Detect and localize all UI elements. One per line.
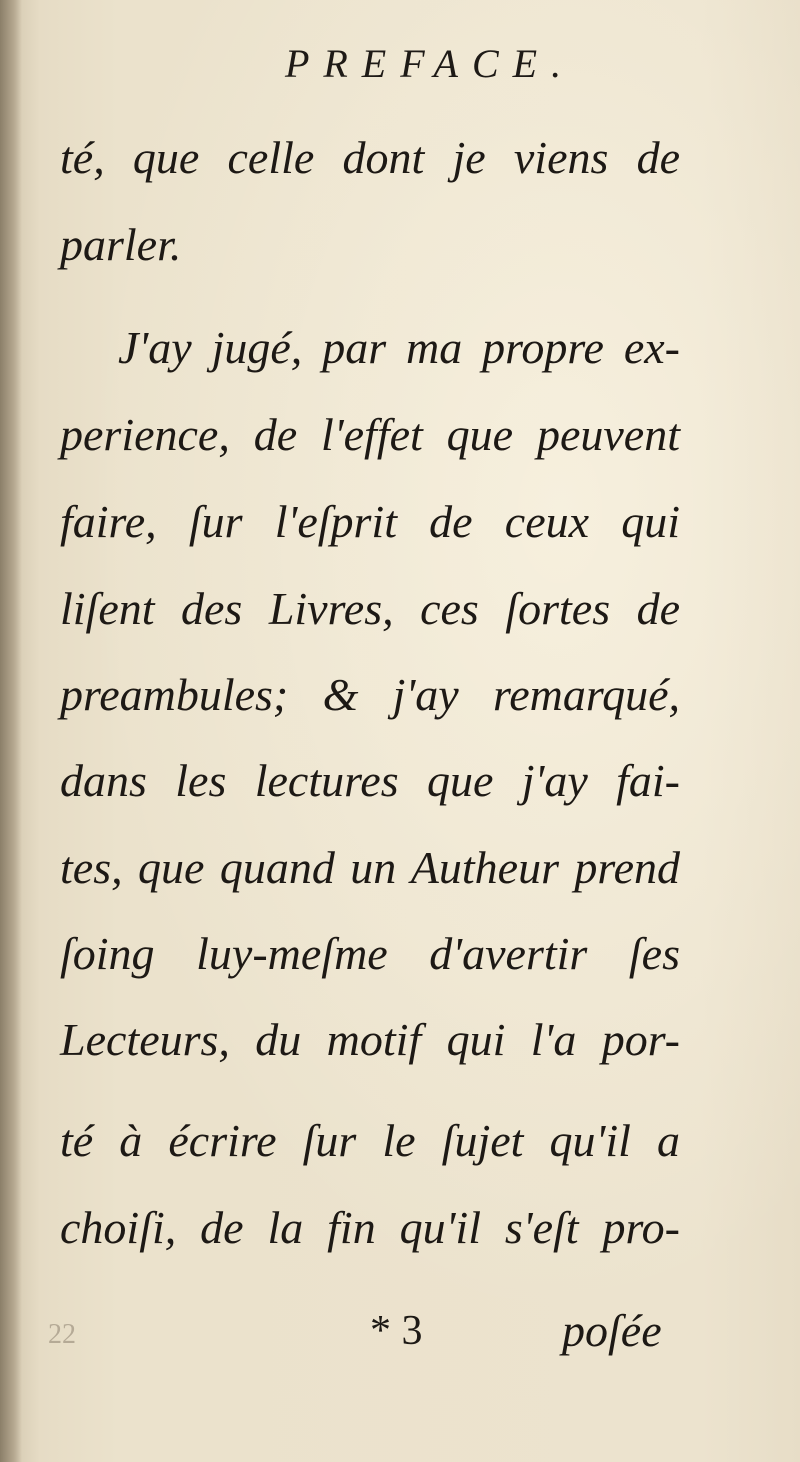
text-line-1: té, que celle dont je viens de	[60, 132, 680, 183]
text-line-9: tes, que quand un Autheur prend	[60, 842, 680, 893]
running-header: PREFACE.	[284, 41, 576, 86]
text-line-11: Lecteurs, du motif qui l'a por-	[60, 1014, 680, 1065]
text-line-3: J'ay jugé, par ma propre ex-	[118, 322, 680, 373]
page-gutter-shadow	[0, 0, 22, 1462]
text-line-6: liſent des Livres, ces ſortes de	[60, 583, 680, 634]
text-line-10: ſoing luy-meſme d'avertir ſes	[60, 928, 680, 979]
text-line-5: faire, ſur l'eſprit de ceux qui	[60, 496, 680, 547]
signature-mark: * 3	[370, 1308, 423, 1354]
text-line-8: dans les lectures que j'ay fai-	[60, 755, 680, 806]
text-line-12: té à écrire ſur le ſujet qu'il a	[60, 1115, 680, 1166]
catchword: poſée	[562, 1305, 662, 1356]
text-line-7: preambules; & j'ay remarqué,	[60, 669, 680, 720]
text-line-13: choiſi, de la fin qu'il s'eſt pro-	[60, 1202, 680, 1253]
text-line-2: parler.	[60, 219, 182, 270]
text-line-4: perience, de l'effet que peuvent	[60, 409, 680, 460]
faded-folio-mark: 22	[48, 1319, 76, 1350]
